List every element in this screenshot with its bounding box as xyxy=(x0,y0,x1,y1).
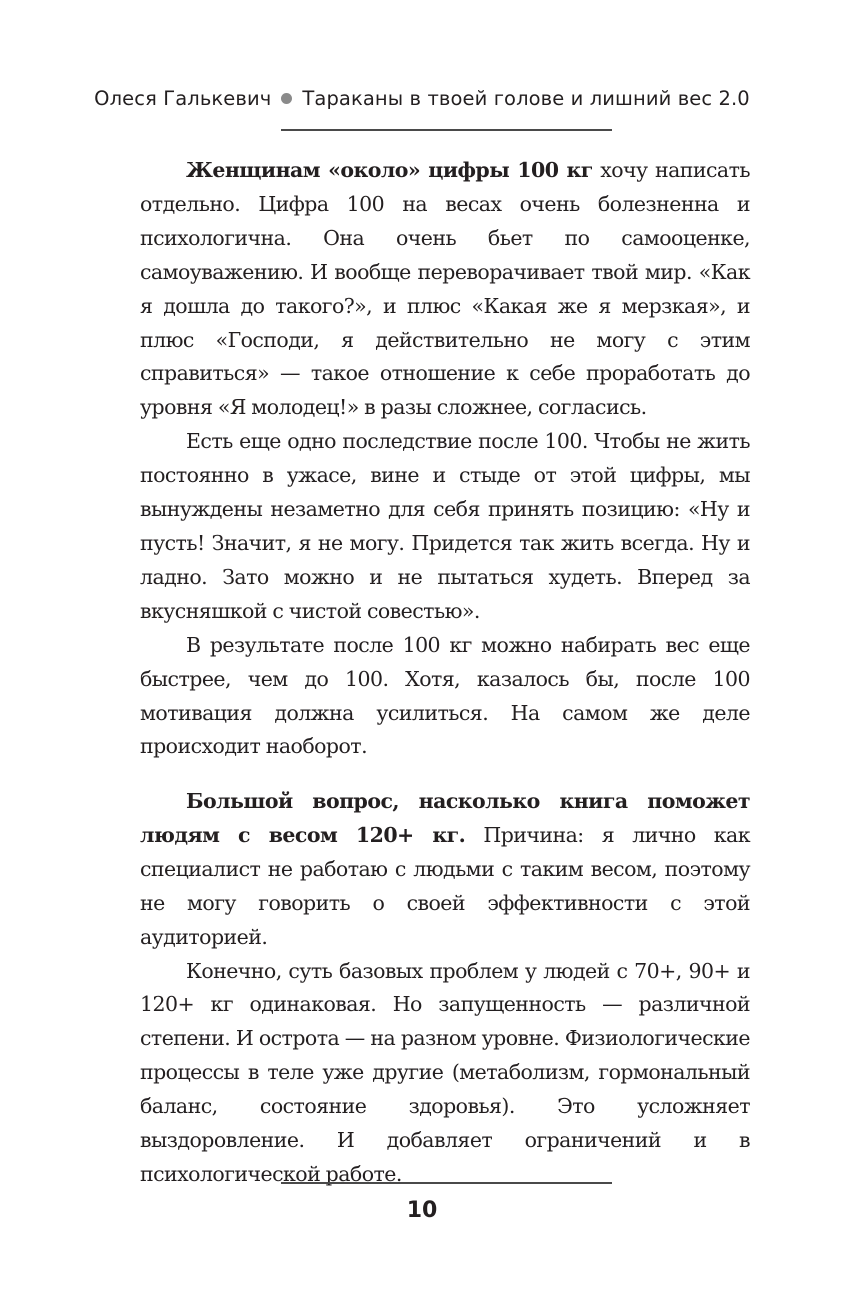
bold-lead: Большой вопрос, насколько книга поможет людям с весом 120+ кг. xyxy=(140,789,750,847)
header-rule xyxy=(281,129,612,131)
paragraph: Женщинам «около» цифры 100 кг хочу написать отдельно. Цифра 100 на весах очень болезненна и психологична. Она очень бьет по самооценке, самоуважению. И вообще переворачивает твой мир. «Как я дошла до такого?», и плюс «Какая же я мерзкая», и плюс «Господи, я действительно не могу с этим справиться» — такое отношение к себе проработать до уровня «Я молодец!» в разы сложнее, согласись. xyxy=(140,158,750,420)
header-book-title: Тараканы в твоей голове и лишний вес 2.0 xyxy=(302,87,750,110)
paragraph: В результате после 100 кг можно набирать вес еще быстрее, чем до 100. Хотя, казалось бы, после 100 мотивация должна усилиться. На самом же деле происходит наоборот. xyxy=(140,632,750,759)
page-number: 10 xyxy=(406,1198,438,1223)
bullet-separator-icon xyxy=(281,93,292,104)
bold-lead: Женщинам «около» цифры 100 кг xyxy=(186,158,593,182)
footer-rule xyxy=(281,1182,612,1184)
paragraph: Большой вопрос, насколько книга поможет людям с весом 120+ кг. Причина: я лично как специалист не работаю с людьми с таким весом, поэтому не могу говорить о своей эффективности с этой аудиторией. xyxy=(140,789,750,949)
paragraph: Конечно, суть базовых проблем у людей с 70+, 90+ и 120+ кг одинаковая. Но запущенность — различной степени. И острота — на разном уровне. Физиологические процессы в теле уже другие (метаболизм, гормональный баланс, состояние здоровья). Это усложняет выздоровление. И добавляет ограничений и в психологической работе. xyxy=(140,958,750,1186)
header-author: Олеся Галькевич xyxy=(94,87,272,110)
paragraph: Есть еще одно последствие после 100. Чтобы не жить постоянно в ужасе, вине и стыде от этой цифры, мы вынуждены незаметно для себя принять позицию: «Ну и пусть! Значит, я не могу. Придется так жить всегда. Ну и ладно. Зато можно и не пытаться худеть. Вперед за вкусняшкой с чистой совестью». xyxy=(140,429,750,623)
running-header xyxy=(0,84,844,114)
text-section-1 xyxy=(140,154,750,764)
text-section-2 xyxy=(140,785,750,1192)
